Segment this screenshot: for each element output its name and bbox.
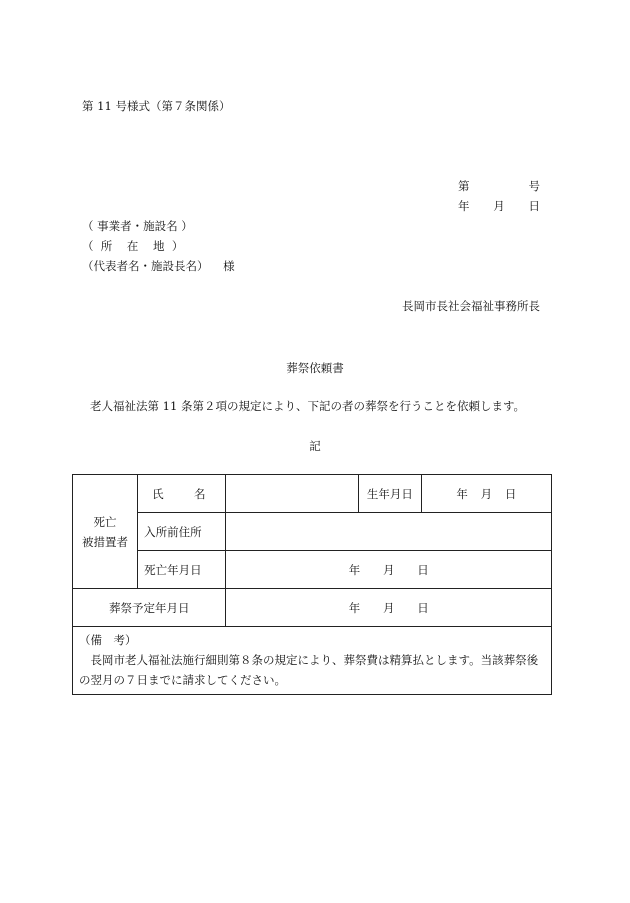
death-date-field[interactable] <box>226 551 552 589</box>
name-label-a: 氏 <box>152 486 164 501</box>
group-label-line1: 死亡 <box>93 514 117 529</box>
document-title: 葬祭依頼書 <box>286 361 344 375</box>
deceased-group-label <box>73 475 138 589</box>
addressee-facility-name: （ 事業者・施設名 ） <box>82 219 193 233</box>
document-number-line <box>458 178 540 194</box>
death-month: 月 <box>382 562 395 577</box>
birth-date-label: 生年月日 <box>358 475 421 513</box>
funeral-year: 年 <box>348 600 361 615</box>
birth-date-field[interactable] <box>421 475 551 513</box>
issue-date-day: 日 <box>528 199 540 213</box>
table-row <box>73 513 552 551</box>
issuer-name: 長岡市長社会福祉事務所長 <box>402 299 540 313</box>
previous-address-label: 入所前住所 <box>138 513 226 551</box>
ki-heading: 記 <box>309 439 321 453</box>
birth-day: 日 <box>504 486 517 501</box>
issue-date-year: 年 <box>458 199 470 213</box>
table-row <box>73 627 552 695</box>
name-label <box>138 475 226 513</box>
table-row <box>73 589 552 627</box>
group-label-line2: 被措置者 <box>82 534 129 549</box>
funeral-date-label: 葬祭予定年月日 <box>73 589 226 627</box>
funeral-day: 日 <box>417 600 429 615</box>
table-row <box>73 475 552 513</box>
remarks-cell <box>73 627 552 695</box>
remarks-label: （備 考） <box>79 633 137 647</box>
number-go: 号 <box>528 179 540 193</box>
funeral-date-field[interactable] <box>226 589 552 627</box>
table-row <box>73 551 552 589</box>
name-value-field[interactable] <box>226 475 359 513</box>
number-dai: 第 <box>458 179 470 193</box>
issue-date-month: 月 <box>493 199 505 213</box>
addressee-address: （ 所 在 地 ） <box>82 239 184 253</box>
death-date-label: 死亡年月日 <box>138 551 226 589</box>
remarks-line2: の翌月の７日までに請求してください。 <box>79 673 286 687</box>
request-statement: 老人福祉法第 11 条第２項の規定により、下記の者の葬祭を行うことを依頼します。 <box>90 399 526 413</box>
name-label-b: 名 <box>193 486 206 501</box>
birth-month: 月 <box>480 486 493 501</box>
funeral-request-table <box>72 474 552 695</box>
form-number: 第 11 号様式（第７条関係） <box>82 99 231 113</box>
death-day: 日 <box>417 562 429 577</box>
addressee-representative: （代表者名・施設長名） 様 <box>82 259 235 273</box>
issue-date-line <box>458 198 540 214</box>
birth-year: 年 <box>456 486 468 501</box>
funeral-month: 月 <box>382 600 395 615</box>
death-year: 年 <box>348 562 361 577</box>
previous-address-field[interactable] <box>226 513 552 551</box>
remarks-line1: 長岡市老人福祉法施行細則第８条の規定により、葬祭費は精算払とします。当該葬祭後 <box>79 653 539 667</box>
